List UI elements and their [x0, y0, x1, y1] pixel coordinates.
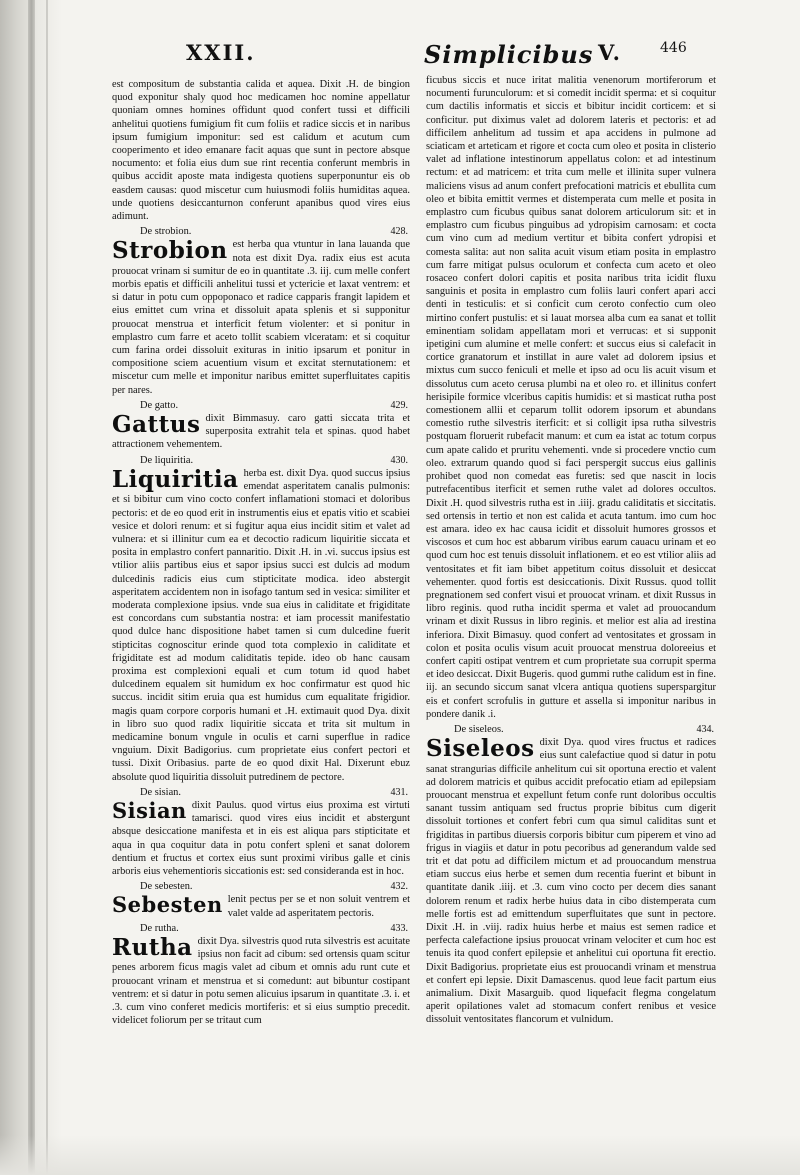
entry-number: 429. — [390, 399, 408, 411]
gutter-shadow — [28, 0, 35, 1175]
entry-sisian — [112, 786, 410, 878]
entry-subheading — [112, 225, 410, 238]
entry-text: dixit Bimmasuy. caro gatti siccata trita et superposita extrahit tela et spinas. quod habet attractionem vehementem. — [112, 413, 410, 451]
entry-subheading — [112, 922, 410, 935]
running-head-left: XXII. — [186, 40, 256, 65]
running-head-title: Simplicibus — [424, 40, 594, 69]
entry-lemma: Liquiritia — [112, 465, 239, 493]
running-head-book: V. — [598, 40, 622, 65]
entry-lemma: Sisian — [112, 797, 187, 823]
right-text-column — [426, 74, 716, 1027]
entry-title: De gatto. — [140, 399, 179, 411]
entry-subheading — [112, 454, 410, 467]
entry-number: 433. — [390, 922, 408, 934]
entry-subheading — [112, 399, 410, 412]
entry-subheading — [112, 880, 410, 893]
entry-lemma: Strobion — [112, 237, 228, 265]
entry-title: De strobion. — [140, 226, 192, 238]
continuation-text: est compositum de substantia calida et aquea. Dixit .H. de bingion quod exponitur shaly quod hoc medicamen hoc nomine appellatur quoniam omnes homines offidunt quod confert tussi et difficili anhelitui quotiens fumigium fit cum foliis et radice siccis et in naribus ipsum fumigium imponitur: sed est calidum et acutum cum cooperimento et ideo emanare facit aquas que sunt in pectore absque nocumento: et folia eius dum sue rint recentia conferunt membris in quibus accidit aposte mata indigesta quotiens superponuntur eis ob easdem causas: quod miscetur cum huiusmodi foliis humiditas aquea. unde quotiens desiccanturnon conferunt apanibus quod vires eius adimunt. — [112, 79, 410, 223]
entry-title: De sisian. — [140, 786, 181, 798]
entry-text: dixit Dya. silvestris quod ruta silvestris est acuitate ipsius non facit ad cibum: sed ortensis quam scitur penes arborem ficus magis valet ad cibum et omnis adu runt cute et prouocant vrinam et menstrua et si comedunt: aut bibuntur costipant ventrem: et si datur in potu semen alicuius ipsarum in quantitate .3. i. et .3. cum vino conferet medicis mortiferis: et si eius sumptio precedit. videlicet foliorum per se tritaut cum — [112, 936, 410, 1027]
entry-sebesten — [112, 880, 410, 920]
entry-lemma: Gattus — [112, 411, 201, 439]
entry-number: 431. — [390, 786, 408, 798]
entry-number: 430. — [390, 454, 408, 466]
entry-text: dixit Dya. quod vires fructus et radices eius sunt calefactiue quod si datur in potu sanat strangurias difficile anhelitum cui sit oportuna erectio et valent ad dolorem matricis et quibus accidit prefocatio etiam ad epilepsiam prouocant menstrua et expellunt fetum confe runt doloribus occultis sanant tussim antiquam sed fructus proprie bibitus cum digerit dissoluit tortiones et confert febri cum qua simul caliditas sunt et frigiditas in partibus diuersis corporis bibitur cum piperem et vino ad frigus in viagiis et datur in potu pecoribus ad generandum valde sed trit et dat potu ad difficilem mictum et ad prouocandum menstrua etiam succus eius herbe et semen dum recentia fuerint et bibunt in quantitate danik .iiij. et .3. cum vino cocto per decem dies sanant dolorem renum et radix herbe huius data in cibo distemperata cum melle fortis est ad emittendum superfluitates que sunt in pectore. Dixit .H. in .viij. radix huius herbe et maius est semen radice et perfecta calefactione ipsius prouocat vrinam velociter et cum hoc est tenuis ita quod confert epilepsie et anhelitui cui oportuna fit erectio. Dixit Badigorius. proprietate eius est prouocandi vrinam et menstrua et confert epi lepsie. Dixit Damascenus. quod leue facit partum eius animalium. Dixit Masarguib. quod liquefacit flegma congelatum aperit opilationes valet ad stomacum confert renibus et vesice dissoluit ventositates flancorum et vulnidum. — [426, 737, 716, 1026]
entry-text: dixit Paulus. quod virtus eius proxima est virtuti tamarisci. quod vires eius incidit et abstergunt absque desiccatione manifesta et in eis est aliqua pars stipticitate et aqua in qua coquitur data in potu confert spleni et sanat dolorem dentium et fructus et cortex eius sunt proximi viribus galle et cinis arboris eius vehementioris siccationis est: sed consideranda est in hoc. — [112, 799, 410, 877]
entry-text: lenit pectus per se et non soluit ventrem et valet valde ad asperitatem pectoris. — [227, 894, 410, 919]
entry-gattus — [112, 399, 410, 452]
entry-title: De sebesten. — [140, 881, 193, 893]
entry-number: 428. — [390, 226, 408, 238]
entry-liquiritia — [112, 454, 410, 784]
left-text-column — [112, 78, 410, 1027]
entry-lemma: Siseleos — [426, 735, 535, 763]
entry-lemma: Rutha — [112, 934, 193, 961]
continuation-text: ficubus siccis et nuce iritat malitia venenorum mortiferorum et nocumenti furunculorum: et si comedit incidit sperma: et si coquitur cum dactilis informatis et siccis et bibitur incidit corticem: et si conficitur. put diximus valet ad dolorem lateris et pectoris: et ad difficilem anhelitum ad tussim et apa accidens in pulmone ad sciaticam et arteticam et rigore et cocta cum oleo et posita in clisterio valet ad inflatione intestinorum appellatus colon: et ad intestinum rectum: et ad matricem: et trita cum melle et illinita super vulnera maliciens visus ad anum confert prefocationi matricis et ebullita cum oleo et bibita emittit vermes et distemperata cum melle et posita in emplastro cum ficubus quibus sanat dolorem articulorum sit: et in emplastro cum ficubus pinguibus ad ydropisim carnosam: et cocta cum vino cum ad medium vertitur et bibita confert ydropisi et comesta salita: aut non salita acuit visum etiam posita in emplastro cum farre mitigat pulsus oculorum et confecta cum aceto et oleo rosaceo confert dolori capitis et posita naribus trita icidit fluxu sanguinis et posita in emplastro cum foliis lauri confert apari acci denti in testiculis: et si conficit cum ceroto confectio cum oleo mirtino confert pustulis: et si lauat morsea alba cum ea sanat et tollit eminentiam solidam appellatam mori et verrucas: et si supponit ipetigini cum alumine et melle confert: et succus eius si calefacit in cortice granatorum et instillat in aure valet ad dolorem ipsius et mixtus cum succo feniculi et melle et ipso ad ocu lis acuit visum et dissolutus cum aceto cerusa plumbi na et oleo ro. et illinitus confert herisipile formice vlceribus capitis humidis: et si masticat rutha post comestionem allii et ceparum tollit odorem ipsorum et abundans comestio ruthe silvestris iterficit: et si colligit ipsa rutha silvestris postquam floruerit rubefacit manum: et cum ea istat ac totum corpus cum apate calido et pruritu vehementi. vnde si procedere vnctio cum oleo. extrarum quando quod si faci perspergit succus eius gallinis prohibet quod non comedat eas furetis: sed que nascit in locis putrefacentibus iterficit et semen ruthe valet ad dolores occultos. Dixit .H. quod silvestris rutha est in .iiij. gradu caliditatis et siccitatis. sed ortensis in tertio et non est calida et acuta tantum. imo cum hoc est amara. ideo ex hac causa icidit et dissoluit humores grossos et viscosos et cum hoc est abbarum viribus earum cauacu urinam et eo quod cum hoc est tenuis dissoluit inflationem. et eo est vtilior aliis ad ventositates et fit iam bibet appetitum coitus dissoluit et desiccat vehementer. quod fortis est desiccationis. Dixit Russus. quod tollit pregnationem sed confert visui et prouocat vrinam. et dixit Russus in libro reginis. quod rutha incidit sperma et valet ad prouocandum vrinam et dixit Russus in libro reginis. et melior est alia ad irestina inferiora. Dixit Bimasuy. quod confert ad ventositates et grossam in colon et posita oculis visum acuit prouocat menstrua doloreeius et confert capiti ostipat ventrem et cum proprietate sua corrupit sperma et ideo desiccat. Dixit Bugeris. quod gummi ruthe calidum est in fine. iij. an secundo siccum sanat vlcera antiqua quotiens superspargitur eis et confert scrofulis in gutture et assella si imponitur naribus in pondere danik .i. — [426, 75, 716, 720]
entry-title: De liquiritia. — [140, 454, 194, 466]
entry-strobion — [112, 225, 410, 397]
entry-number: 432. — [390, 881, 408, 893]
folio-number: 446 — [660, 40, 687, 56]
entry-number: 434. — [696, 723, 714, 735]
entry-lemma: Sebesten — [112, 892, 223, 918]
entry-title: De siseleos. — [454, 723, 504, 735]
entry-text: est herba qua vtuntur in lana lauanda que nota est dixit Dya. radix eius est acuta prouocat vrinam si sumitur de eo in quantitate .3. iij. cum melle confert morbis epatis et difficili anhelitui tussi et yctericie et laxat ventrem: et si datur in potu cum oppoponaco et radice capparis frangit lapidem et eius emittet cum vrina et dissoluit apata splenis et si supponitur prouocat menstrua et interficit fetum violenter: et si ponitur in emplastro cum farre et aceto tollit scabiem vlceratam: et si coquitur cum farina ordei dissoluit exituras in initio ipsarum et ponitur in compositione sciem acuentium visum et excitat sternutationem: et miscetur cum melle et imponitur naribus emittet superfluitates capitis per nares. — [112, 239, 410, 396]
entry-title: De rutha. — [140, 922, 179, 934]
entry-text: herba est. dixit Dya. quod succus ipsius emendat asperitatem canalis pulmonis: et si bibitur cum vino cocto confert inflamationi stomaci et doloribus pectoris: et de eo quod erit in instrumentis eius et epatis vitio et scabiei vesice et dolori renum: et si fugitur aqua eius incidit sitim et valet ad vulnera: et si illinitur cum ea et decoctio radicum liquiritie siccata et posita in emplastro confert pannaritio. Dixit .H. in .vi. succus ipsius est vtilior aliis partibus eius et sapor ipsius succi est dulcis ad modum dulcedinis radicis eius cum stipticitate modica. ideo abstergit asperitatem accidentem non in isofago tantum sed in vesica: similiter et moderata complexione ipsius. vnde sua eius in caliditate et frigiditate est concordans cum substantia nostra: et iam processit manifestatio quod dulce hanc dispositione habet tamen si cum dulcedine fuerit stipticitas cognoscitur erinde quod tota complexio in caliditate et frigiditate est ad modum caliditatis tepide. ideo ob hanc causam proxima est complexioni equali et cum totum id quod habet dulcedinem equalem sit humidum ex hoc confirmatur est quod hic succus. incidit sitim eruia qua est humidus cum equalitate frigidior. magis quam corpore corporis humani et .H. extimauit quod Dya. dixit in libro suo quod radix liquiritie siccata et trita sit multum in medicamine bonum vngule in oculis et carni superflue in radice vnguium. Dixit Badigorius. cum proprietate eius confert pectori et tussi. Dixit Oribasius. parte de eo quod dixit Hal. Dixerunt ebuz absolute quod liquiritia dissoluit putredinem de pectore. — [112, 467, 410, 783]
entry-rutha — [112, 922, 410, 1028]
page-bottom-shade — [0, 1135, 800, 1175]
gutter-fold — [46, 0, 48, 1175]
entry-siseleos — [426, 723, 716, 1027]
entry-subheading — [426, 723, 716, 736]
entry-subheading — [112, 786, 410, 799]
